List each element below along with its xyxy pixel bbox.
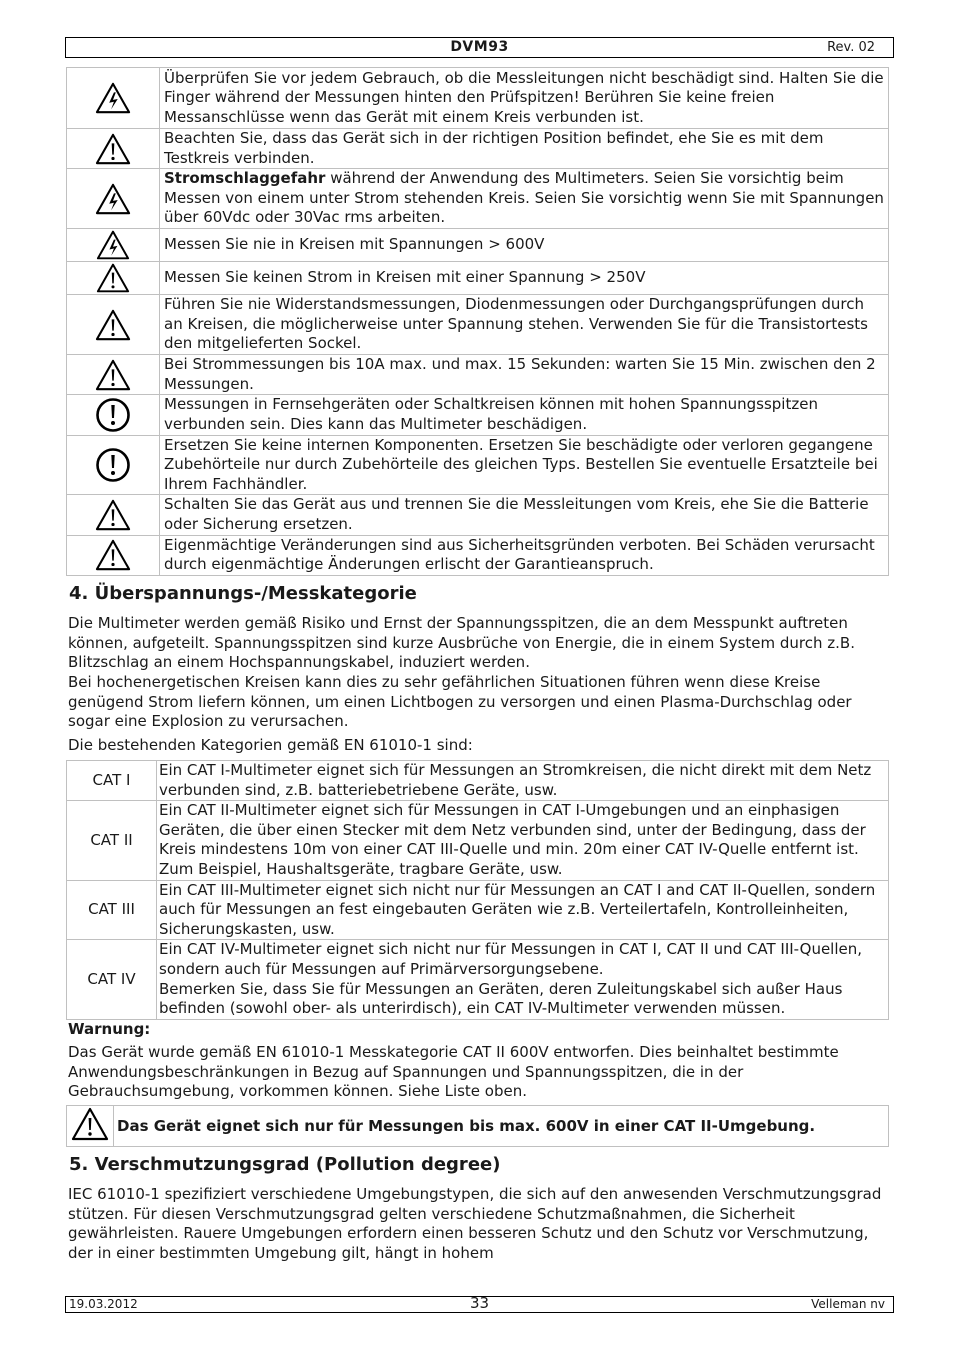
category-row [67, 761, 889, 801]
caution-warning-icon [67, 495, 160, 535]
safety-text: Messen Sie keinen Strom in Kreisen mit einer Spannung > 250V [160, 262, 889, 295]
safety-row [67, 355, 889, 395]
caution-warning-icon [67, 1106, 114, 1147]
category-description-line-2: Bemerken Sie, dass Sie für Messungen an Geräten, deren Zuleitungskabel sich außer Haus befinden (sowohl ober- als unterirdisch), ein CAT IV-Multimeter verwenden müssen. [159, 979, 843, 1018]
safety-row [67, 495, 889, 535]
safety-row [67, 295, 889, 355]
safety-text [160, 169, 889, 229]
electric-shock-warning-icon [67, 68, 160, 129]
warning-label: Warnung: [68, 1020, 151, 1038]
warning-text: Das Gerät wurde gemäß EN 61010-1 Messkategorie CAT II 600V entworfen. Dies beinhaltet bestimmte Anwendungsbeschränkungen in Bezug auf Spannungen und Spannungsspitzen, die in der Gebrauchsumgebung, vorkommen können. Siehe Liste oben. [68, 1043, 839, 1101]
shock-hazard-label: Stromschlaggefahr [164, 169, 326, 188]
section-4-paragraph-2: Bei hochenergetischen Kreisen kann dies zu sehr gefährlichen Situationen führen wenn diese Kreise genügend Strom liefern können, um einen Lichtbogen zu versorgen und einen Plasma-Durchschlag oder sogar eine Explosion zu verursachen. [68, 673, 852, 731]
footer-date: 19.03.2012 [69, 1297, 138, 1311]
safety-text: Messungen in Fernsehgeräten oder Schaltkreisen können mit hohen Spannungsspitzen verbunden sein. Dies kann das Multimeter beschädigen. [160, 395, 889, 435]
caution-warning-icon [67, 295, 160, 355]
category-name: CAT III [67, 880, 157, 940]
safety-row [67, 435, 889, 495]
category-row [67, 940, 889, 1019]
cat-ii-note-text: Das Gerät eignet sich nur für Messungen bis max. 600V in einer CAT II-Umgebung. [114, 1106, 889, 1147]
category-row [67, 880, 889, 940]
cat-ii-note-box [66, 1105, 889, 1147]
important-circle-icon [67, 395, 160, 435]
caution-warning-icon [67, 535, 160, 575]
safety-instructions-table [66, 67, 889, 576]
footer-company: Velleman nv [811, 1297, 885, 1311]
model-name: DVM93 [450, 39, 509, 55]
safety-text: Messen Sie nie in Kreisen mit Spannungen > 600V [160, 229, 889, 262]
category-description: Ein CAT III-Multimeter eignet sich nicht nur für Messungen an CAT I and CAT II-Quellen, sondern auch für Messungen an fest eingebauten Geräten wie z.B. Verteilertafeln, Kontrolleinheiten, Sicherungskasten, usw. [157, 880, 889, 940]
shock-hazard-text: während der Anwendung des Multimeters. Seien Sie vorsichtig beim Messen von einem unter Strom stehenden Kreis. Seien Sie vorsichtig wenn Sie mit Spannungen über 60Vdc oder 30Vac rms arbeiten. [164, 169, 884, 227]
page-number: 33 [469, 1294, 490, 1312]
caution-warning-icon [67, 262, 160, 295]
section-5-heading: 5. Verschmutzungsgrad (Pollution degree) [69, 1154, 501, 1175]
safety-text: Bei Strommessungen bis 10A max. und max. 15 Sekunden: warten Sie 15 Min. zwischen den 2 Messungen. [160, 355, 889, 395]
important-circle-icon [67, 435, 160, 495]
category-description: Ein CAT II-Multimeter eignet sich für Messungen in CAT I-Umgebungen und an einphasigen Geräten, die über einen Stecker mit dem Netz verbunden sind, unter der Bedingung, dass der Kreis mindestens 10m von einer CAT III-Quelle und min. 20m einer CAT IV-Quelle entfernt ist. Zum Beispiel, Haushaltsgeräte, tragbare Geräte, usw. [157, 801, 889, 880]
category-description: Ein CAT I-Multimeter eignet sich für Messungen an Stromkreisen, die nicht direkt mit dem Netz verbunden sind, z.B. batteriebetriebene Geräte, usw. [157, 761, 889, 801]
safety-text: Überprüfen Sie vor jedem Gebrauch, ob die Messleitungen nicht beschädigt sind. Halten Sie die Finger während der Messungen hinten den Prüfspitzen! Berühren Sie keine freien Messanschlüsse wenn das Gerät mit einem Kreis verbunden ist. [160, 68, 889, 129]
section-4-paragraph-1: Die Multimeter werden gemäß Risiko und Ernst der Spannungsspitzen, die an dem Messpunkt auftreten können, aufgeteilt. Spannungsspitzen sind kurze Ausbrüche von Energie, die in einem System durch z.B. Blitzschlag an einem Hochspannungskabel, induziert werden. [68, 614, 855, 672]
category-name: CAT I [67, 761, 157, 801]
section-5-paragraph: IEC 61010-1 spezifiziert verschiedene Umgebungstypen, die sich auf den anwesenden Verschmutzungsgrad stützen. Für diesen Verschmutzungsgrad gelten verschiedene Schutzmaßnahmen, die Sicherheit gewährleisten. Rauere Umgebungen erfordern einen besseren Schutz und den Schutz vor Verschmutzung, der in einer bestimmten Umgebung gilt, hängt in hohem [68, 1185, 882, 1262]
safety-row [67, 262, 889, 295]
section-4-heading: 4. Überspannungs-/Messkategorie [69, 583, 417, 604]
category-description [157, 940, 889, 1019]
electric-shock-warning-icon [67, 169, 160, 229]
category-row [67, 801, 889, 880]
safety-text: Führen Sie nie Widerstandsmessungen, Diodenmessungen oder Durchgangsprüfungen durch an Kreisen, die möglicherweise unter Spannung stehen. Verwenden Sie für die Transistortests den mitgelieferten Sockel. [160, 295, 889, 355]
category-name: CAT IV [67, 940, 157, 1019]
safety-row [67, 395, 889, 435]
safety-row [67, 169, 889, 229]
safety-row [67, 229, 889, 262]
safety-text: Beachten Sie, dass das Gerät sich in der richtigen Position befindet, ehe Sie es mit dem Testkreis verbinden. [160, 129, 889, 169]
category-name: CAT II [67, 801, 157, 880]
category-description-line-1: Ein CAT IV-Multimeter eignet sich nicht nur für Messungen in CAT I, CAT II und CAT III-Quellen, sondern auch für Messungen auf Primärversorgungsebene. [159, 940, 863, 978]
revision-label: Rev. 02 [827, 40, 875, 55]
safety-text: Ersetzen Sie keine internen Komponenten. Ersetzen Sie beschädigte oder verloren gegangene Zubehörteile nur durch Zubehörteile des gleichen Typs. Bestellen Sie eventuelle Ersatzteile bei Ihrem Fachhändler. [160, 435, 889, 495]
safety-row [67, 535, 889, 575]
safety-row [67, 129, 889, 169]
electric-shock-warning-icon [67, 229, 160, 262]
safety-text: Schalten Sie das Gerät aus und trennen Sie die Messleitungen vom Kreis, ehe Sie die Batterie oder Sicherung ersetzen. [160, 495, 889, 535]
caution-warning-icon [67, 129, 160, 169]
safety-row [67, 68, 889, 129]
measurement-category-table [66, 760, 889, 1020]
caution-warning-icon [67, 355, 160, 395]
page-footer [65, 1296, 894, 1313]
safety-text: Eigenmächtige Veränderungen sind aus Sicherheitsgründen verboten. Bei Schäden verursacht durch eigenmächtige Änderungen erlischt der Garantieanspruch. [160, 535, 889, 575]
page-header [65, 37, 894, 58]
categories-intro: Die bestehenden Kategorien gemäß EN 61010-1 sind: [68, 736, 473, 754]
